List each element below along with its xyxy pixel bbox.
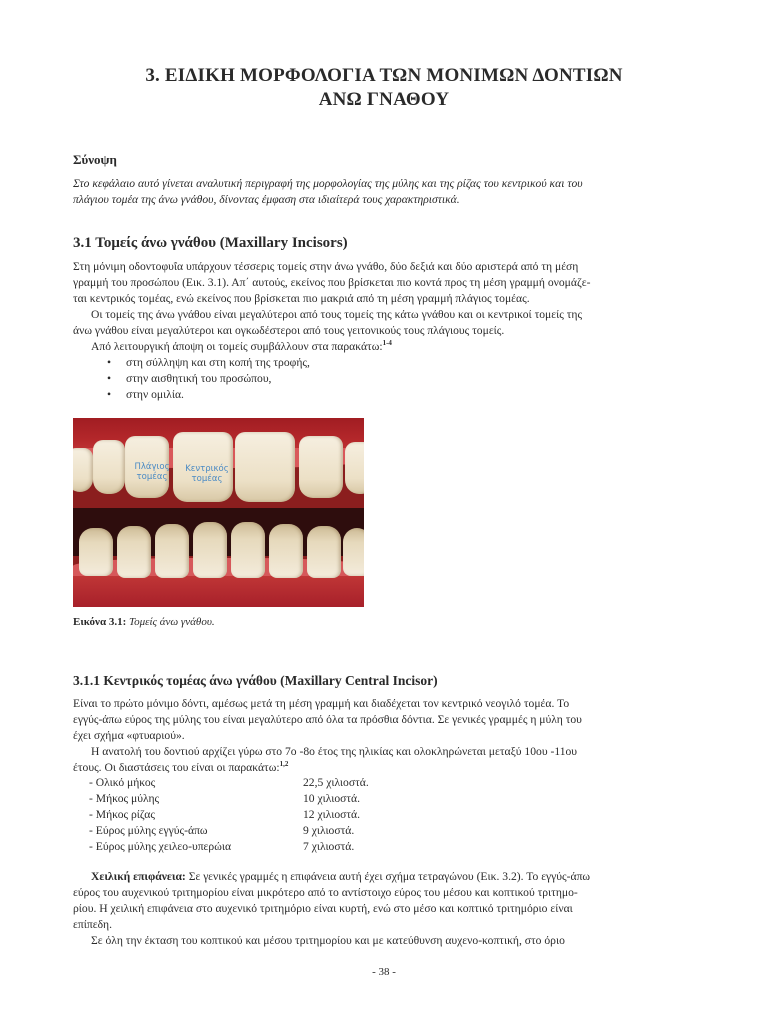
paragraph-line: άνω γνάθου είναι μεγαλύτεροι και ογκωδέστεροι από τους γειτονικούς τους πλάγιους τομείς. [73,324,505,337]
paragraph-line [73,339,695,355]
summary-text [73,176,695,208]
dimension-value: 22,5 χιλιοστά. [303,776,369,789]
paragraph-text: Από λειτουργική άποψη οι τομείς συμβάλλουν στα παρακάτω: [91,340,383,353]
dimensions-list [89,775,369,855]
list-item-text: στην ομιλία. [126,388,184,401]
dimension-value: 10 χιλιοστά. [303,792,361,805]
tooth-lower [155,524,189,578]
dimension-row [89,791,369,807]
bullet-icon: • [107,388,112,401]
tooth-lower [117,526,151,578]
term-labial-surface: Χειλική επιφάνεια: [91,870,186,883]
function-bullet-list [107,355,310,403]
paragraph-line: εγγύς-άπω εύρος της μύλης του είναι μεγαλύτερο από όλα τα πρόσθια δόντια. Σε γενικές γραμμές η μύλη του [73,713,582,726]
reference-superscript: 1,2 [279,760,289,769]
dimension-row [89,839,369,855]
bullet-icon: • [107,356,112,369]
dimension-value: 9 χιλιοστά. [303,824,355,837]
dimension-label: - Μήκος μύλης [89,792,160,805]
tooth-lower [307,526,341,578]
caption-label: Εικόνα 3.1: [73,616,127,628]
paragraph-line: επίπεδη. [73,918,112,931]
dimension-value: 7 χιλιοστά. [303,840,355,853]
dimension-row [89,807,369,823]
tooth-lower [343,528,364,576]
incisors-photo [73,418,364,607]
label-line: Κεντρικός [185,464,229,474]
labial-surface-paragraph [73,869,695,949]
chapter-title-line-2: ΑΝΩ ΓΝΑΘΟΥ [318,89,450,110]
page-number: - 38 - [372,966,396,978]
caption-text: Τομείς άνω γνάθου. [129,616,215,628]
section-3-1-body [73,259,695,355]
paragraph-line: έχει σχήμα «φτυαριού». [73,729,185,742]
list-item [107,371,310,387]
paragraph-line: Οι τομείς της άνω γνάθου είναι μεγαλύτεροι από τους τομείς της κάτω γνάθου και οι κεντρικοί τομείς της [91,308,583,321]
dimension-label: - Εύρος μύλης χειλεο-υπερώια [89,840,232,853]
chapter-title [0,64,768,112]
section-3-1-1-body [73,696,695,776]
tooth-lower [79,528,113,576]
tooth-lower [269,524,303,578]
lateral-incisor-label [125,462,179,482]
summary-line: Στο κεφάλαιο αυτό γίνεται αναλυτική περιγραφή της μορφολογίας της μύλης και της ρίζας του κεντρικού και του [73,177,583,190]
summary-heading: Σύνοψη [73,152,117,167]
tooth-upper [93,440,125,494]
tooth-upper [73,448,93,492]
paragraph-line: Η ανατολή του δοντιού αρχίζει γύρω στο 7ο -8ο έτος της ηλικίας και ολοκληρώνεται μεταξύ 10ου -11ου [91,745,578,758]
dimension-label: - Μήκος ρίζας [89,808,155,821]
paragraph-text: έτους. Οι διαστάσεις του είναι οι παρακάτω: [73,761,280,774]
dimension-label: - Ολικό μήκος [89,776,156,789]
reference-superscript: 1-4 [382,339,392,348]
dimension-row [89,823,369,839]
dimension-label: - Εύρος μύλης εγγύς-άπω [89,824,208,837]
figure-caption [73,616,215,628]
tooth-lower [231,522,265,578]
paragraph-line: εύρος του αυχενικού τριτημορίου είναι μικρότερο από το αντίστοιχο εύρος του μέσου και κοπτικού τριτημο- [73,886,578,899]
section-heading-3-1: 3.1 Τομείς άνω γνάθου (Maxillary Incisors) [73,235,348,251]
list-item [107,387,310,403]
dimension-value: 12 χιλιοστά. [303,808,361,821]
tooth-upper-central [235,432,295,502]
list-item [107,355,310,371]
bullet-icon: • [107,372,112,385]
list-item-text: στην αισθητική του προσώπου, [126,372,272,385]
summary-line: πλάγιου τομέα της άνω γνάθου, δίνοντας έμφαση στα ιδιαίτερά τους χαρακτηριστικά. [73,193,460,206]
central-incisor-label [177,464,237,484]
tooth-upper [345,442,364,494]
label-line: τομέας [136,472,168,482]
paragraph-line [73,869,695,885]
paragraph-line: γραμμή του προσώπου (Εικ. 3.1). Απ΄ αυτούς, εκείνος που βρίσκεται πιο κοντά προς τη μέση γραμμή ονομάζε- [73,276,591,289]
lower-lip [73,576,364,607]
paragraph-line: ρίου. Η χειλική επιφάνεια στο αυχενικό τριτημόριο είναι κυρτή, ενώ στο μέσο και κοπτικό τριτημόριο είναι [73,902,573,915]
paragraph-line: Στη μόνιμη οδοντοφυΐα υπάρχουν τέσσερις τομείς στην άνω γνάθο, δύο δεξιά και δύο αριστερά από τη μέση [73,260,579,273]
paragraph-text: Σε γενικές γραμμές η επιφάνεια αυτή έχει σχήμα τετραγώνου (Εικ. 3.2). Το εγγύς-άπω [185,870,591,883]
paragraph-line: Είναι το πρώτο μόνιμο δόντι, αμέσως μετά τη μέση γραμμή και διαδέχεται τον κεντρικό νεογιλό τομέα. Το [73,697,570,710]
chapter-title-line-1: 3. ΕΙΔΙΚΗ ΜΟΡΦΟΛΟΓΙΑ ΤΩΝ ΜΟΝΙΜΩΝ ΔΟΝΤΙΩΝ [145,65,623,86]
label-line: Πλάγιος [134,462,170,472]
paragraph-line: Σε όλη την έκταση του κοπτικού και μέσου τριτημορίου και με κατεύθυνση αυχενο-κοπτική, στο όριο [91,934,565,947]
paragraph-line: ται κεντρικός τομέας, ενώ εκείνος που βρίσκεται πιο μακριά από τη μέση γραμμή πλάγιος τομέας. [73,292,530,305]
tooth-upper-lateral [299,436,343,498]
dimension-row [89,775,369,791]
section-heading-3-1-1: 3.1.1 Κεντρικός τομέας άνω γνάθου (Maxillary Central Incisor) [73,673,438,688]
list-item-text: στη σύλληψη και στη κοπή της τροφής, [126,356,310,369]
paragraph-line [73,760,695,776]
label-line: τομέας [191,474,223,484]
tooth-lower [193,522,227,578]
